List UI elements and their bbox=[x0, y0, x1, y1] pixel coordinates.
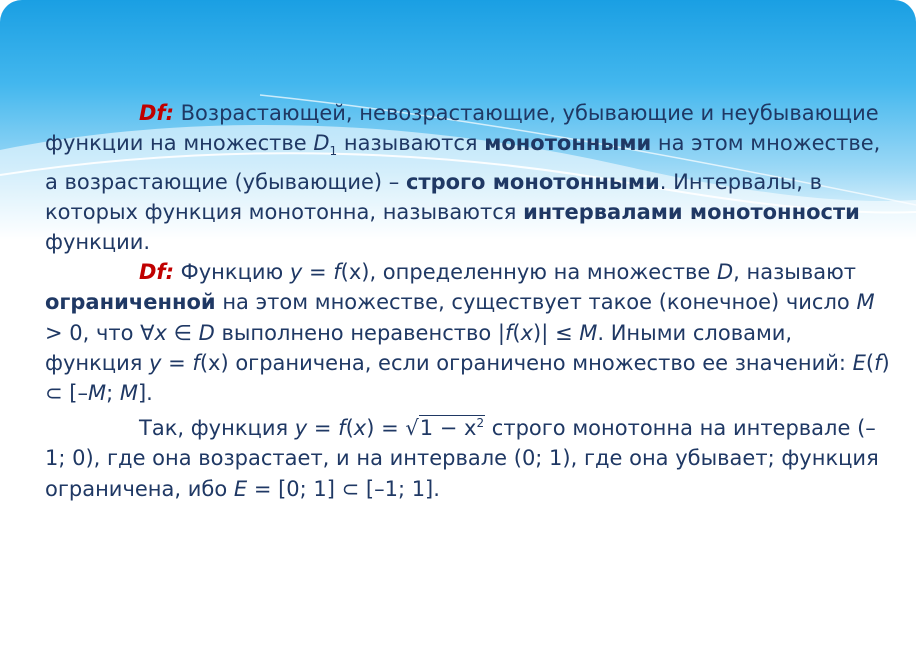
text: ) ⊂ [– bbox=[45, 350, 890, 406]
math: M bbox=[87, 381, 107, 406]
text: ( bbox=[865, 350, 875, 375]
text: (x), определенную на множестве bbox=[340, 260, 717, 285]
math: f bbox=[504, 320, 513, 345]
text: выполнено неравенство | bbox=[214, 320, 505, 345]
paragraph-definition-bounded bbox=[45, 257, 895, 408]
text: . Иными словами, функция bbox=[45, 320, 793, 375]
text: Функцию bbox=[173, 260, 290, 285]
exponent: 2 bbox=[476, 416, 485, 431]
slide-content bbox=[45, 98, 895, 504]
math: y = f bbox=[289, 260, 341, 285]
math: M bbox=[119, 381, 138, 406]
radicand bbox=[419, 415, 485, 440]
subscript: 1 bbox=[329, 144, 338, 159]
text: на этом множестве, существует такое (конечное) число bbox=[215, 290, 857, 315]
sqrt-sign: √ bbox=[405, 416, 419, 441]
sqrt-expression bbox=[405, 415, 485, 440]
text: (x) ограничена, если ограничено множество ее значений: bbox=[199, 350, 853, 375]
df-label: Df: bbox=[139, 260, 174, 285]
term-monotonic: монотонными bbox=[484, 131, 652, 156]
text: строго монотонна на интервале (–1; 0), где она возрастает, и на интервале (0; 1), где она убывает; функция ограничена, ибо bbox=[45, 416, 879, 501]
text: . Интервалы, в которых функция монотонна, называются bbox=[45, 169, 823, 224]
term-strictly-monotonic: строго монотонными bbox=[405, 169, 660, 194]
term-bounded: ограниченной bbox=[45, 290, 216, 315]
paragraph-example bbox=[45, 408, 895, 504]
math: x bbox=[353, 416, 367, 441]
math: y = f bbox=[294, 416, 346, 441]
math: E bbox=[852, 350, 866, 375]
set-symbol: D bbox=[313, 131, 330, 156]
math: f bbox=[874, 350, 882, 375]
text: > 0, что ∀ bbox=[45, 320, 155, 345]
math: D bbox=[198, 320, 215, 345]
text: ( bbox=[512, 320, 521, 345]
math: y = f bbox=[149, 350, 200, 375]
text: функции. bbox=[45, 230, 151, 254]
math: x bbox=[154, 320, 167, 345]
math: M bbox=[579, 320, 598, 345]
text: ( bbox=[345, 416, 354, 441]
text: )| ≤ bbox=[533, 320, 580, 345]
math: x bbox=[520, 320, 533, 345]
text: ; bbox=[106, 381, 120, 406]
math: D bbox=[716, 260, 734, 285]
text: = [0; 1] ⊂ [–1; 1]. bbox=[247, 476, 440, 501]
math: E bbox=[233, 476, 248, 501]
paragraph-definition-monotonic bbox=[45, 98, 895, 257]
text: Так, функция bbox=[139, 416, 295, 441]
text: ) = bbox=[366, 416, 406, 441]
term-monotonicity-intervals: интервалами монотонности bbox=[523, 199, 860, 224]
text: называются bbox=[337, 131, 485, 156]
text: , называют bbox=[733, 260, 856, 285]
radicand-text: 1 − x bbox=[419, 416, 477, 441]
text: ]. bbox=[137, 381, 153, 406]
df-label: Df: bbox=[139, 101, 174, 125]
math: M bbox=[856, 290, 875, 315]
text: на этом множестве, а возрастающие (убывающие) – bbox=[45, 131, 881, 194]
text: Возрастающей, невозрастающие, убывающие и неубывающие функции на множестве bbox=[45, 101, 879, 156]
text: ∈ bbox=[166, 320, 199, 345]
